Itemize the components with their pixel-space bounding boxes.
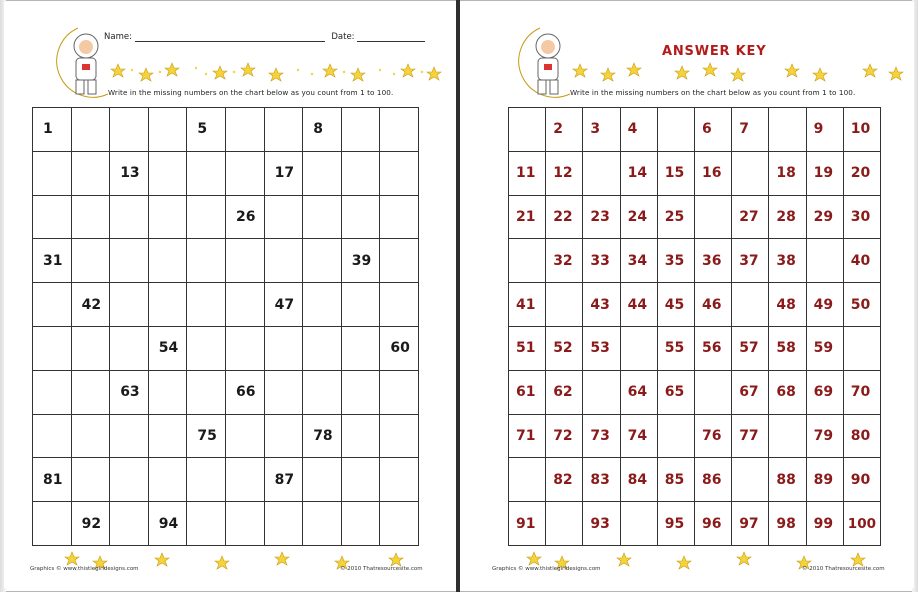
chart-cell[interactable] — [380, 371, 419, 415]
graphics-credit: Graphics © www.thistlegirldesigns.com — [492, 566, 601, 572]
chart-cell[interactable] — [149, 371, 188, 415]
chart-cell[interactable] — [342, 502, 381, 546]
date-field[interactable] — [357, 41, 425, 42]
chart-cell[interactable] — [265, 502, 304, 546]
chart-cell: 12 — [546, 152, 583, 196]
chart-cell: 49 — [807, 283, 844, 327]
chart-cell: 15 — [658, 152, 695, 196]
chart-cell[interactable] — [33, 283, 72, 327]
chart-cell: 5 — [187, 108, 226, 152]
chart-cell[interactable] — [303, 239, 342, 283]
chart-cell[interactable] — [33, 327, 72, 371]
chart-cell: 58 — [769, 327, 806, 371]
chart-cell — [583, 371, 620, 415]
chart-cell[interactable] — [110, 458, 149, 502]
chart-cell: 98 — [769, 502, 806, 546]
chart-cell: 28 — [769, 196, 806, 240]
chart-cell: 32 — [546, 239, 583, 283]
chart-cell: 9 — [807, 108, 844, 152]
chart-cell: 48 — [769, 283, 806, 327]
chart-cell[interactable] — [303, 327, 342, 371]
chart-cell: 8 — [303, 108, 342, 152]
moon-astronaut-icon — [510, 24, 572, 104]
chart-cell[interactable] — [303, 283, 342, 327]
chart-cell[interactable] — [33, 152, 72, 196]
chart-cell[interactable] — [380, 108, 419, 152]
chart-cell: 21 — [509, 196, 546, 240]
chart-cell: 41 — [509, 283, 546, 327]
chart-cell: 84 — [621, 458, 658, 502]
moon-astronaut-icon — [48, 24, 110, 104]
chart-cell[interactable] — [342, 283, 381, 327]
copyright: © 2010 Thatresourcesite.com — [340, 566, 423, 572]
chart-cell: 4 — [621, 108, 658, 152]
chart-cell[interactable] — [149, 239, 188, 283]
chart-cell[interactable] — [342, 108, 381, 152]
chart-cell: 2 — [546, 108, 583, 152]
chart-cell: 37 — [732, 239, 769, 283]
chart-cell[interactable] — [303, 458, 342, 502]
chart-cell[interactable] — [265, 108, 304, 152]
chart-cell[interactable] — [72, 196, 111, 240]
chart-cell: 54 — [149, 327, 188, 371]
chart-cell: 100 — [844, 502, 881, 546]
chart-cell: 62 — [546, 371, 583, 415]
chart-cell[interactable] — [149, 458, 188, 502]
chart-cell: 45 — [658, 283, 695, 327]
chart-cell — [695, 196, 732, 240]
chart-cell[interactable] — [342, 415, 381, 459]
chart-cell — [509, 239, 546, 283]
instruction-text: Write in the missing numbers on the chart below as you count from 1 to 100. — [108, 88, 394, 97]
chart-cell: 67 — [732, 371, 769, 415]
chart-cell: 81 — [33, 458, 72, 502]
chart-cell[interactable] — [110, 283, 149, 327]
chart-cell: 10 — [844, 108, 881, 152]
chart-cell: 19 — [807, 152, 844, 196]
chart-cell — [807, 239, 844, 283]
chart-cell[interactable] — [72, 327, 111, 371]
chart-cell — [695, 371, 732, 415]
chart-cell: 80 — [844, 415, 881, 459]
chart-cell — [769, 108, 806, 152]
chart-cell: 91 — [509, 502, 546, 546]
chart-cell: 75 — [187, 415, 226, 459]
worksheet-page — [4, 2, 452, 588]
chart-cell[interactable] — [342, 458, 381, 502]
chart-cell: 95 — [658, 502, 695, 546]
instruction-text: Write in the missing numbers on the chart below as you count from 1 to 100. — [570, 88, 856, 97]
chart-cell — [583, 152, 620, 196]
chart-cell: 70 — [844, 371, 881, 415]
chart-cell: 18 — [769, 152, 806, 196]
chart-cell[interactable] — [226, 458, 265, 502]
chart-cell: 73 — [583, 415, 620, 459]
graphics-credit: Graphics © www.thistlegirldesigns.com — [30, 566, 139, 572]
chart-cell[interactable] — [226, 152, 265, 196]
chart-cell: 42 — [72, 283, 111, 327]
chart-cell[interactable] — [265, 239, 304, 283]
chart-cell: 31 — [33, 239, 72, 283]
chart-cell: 11 — [509, 152, 546, 196]
chart-cell[interactable] — [110, 327, 149, 371]
chart-cell: 79 — [807, 415, 844, 459]
chart-cell[interactable] — [110, 415, 149, 459]
chart-cell — [509, 458, 546, 502]
chart-cell: 87 — [265, 458, 304, 502]
chart-cell: 65 — [658, 371, 695, 415]
chart-cell[interactable] — [342, 196, 381, 240]
chart-cell: 64 — [621, 371, 658, 415]
chart-cell: 82 — [546, 458, 583, 502]
chart-cell — [732, 458, 769, 502]
chart-cell: 40 — [844, 239, 881, 283]
name-date-line — [104, 32, 425, 42]
chart-cell[interactable] — [226, 283, 265, 327]
chart-cell[interactable] — [380, 239, 419, 283]
chart-cell: 56 — [695, 327, 732, 371]
date-label: Date: — [331, 32, 355, 42]
chart-cell[interactable] — [303, 152, 342, 196]
chart-cell: 17 — [265, 152, 304, 196]
chart-cell[interactable] — [110, 502, 149, 546]
chart-cell — [844, 327, 881, 371]
chart-cell: 16 — [695, 152, 732, 196]
chart-cell: 6 — [695, 108, 732, 152]
chart-cell: 88 — [769, 458, 806, 502]
chart-cell[interactable] — [33, 371, 72, 415]
chart-cell: 85 — [658, 458, 695, 502]
name-field[interactable] — [135, 41, 325, 42]
chart-cell: 53 — [583, 327, 620, 371]
chart-cell — [509, 108, 546, 152]
chart-cell: 93 — [583, 502, 620, 546]
chart-cell[interactable] — [226, 108, 265, 152]
chart-cell[interactable] — [33, 502, 72, 546]
chart-cell: 66 — [226, 371, 265, 415]
chart-cell[interactable] — [187, 152, 226, 196]
chart-cell: 44 — [621, 283, 658, 327]
chart-cell: 90 — [844, 458, 881, 502]
chart-cell: 7 — [732, 108, 769, 152]
chart-cell — [546, 502, 583, 546]
answer-key-page — [466, 2, 914, 588]
chart-cell: 50 — [844, 283, 881, 327]
chart-cell: 36 — [695, 239, 732, 283]
chart-cell: 23 — [583, 196, 620, 240]
chart-cell: 33 — [583, 239, 620, 283]
chart-cell — [621, 327, 658, 371]
chart-cell: 76 — [695, 415, 732, 459]
chart-cell[interactable] — [380, 502, 419, 546]
hundreds-chart-answer-key — [508, 107, 881, 546]
chart-cell[interactable] — [303, 196, 342, 240]
chart-cell[interactable] — [149, 108, 188, 152]
chart-cell: 26 — [226, 196, 265, 240]
chart-cell[interactable] — [187, 458, 226, 502]
star-border-icon — [108, 60, 446, 82]
chart-cell: 35 — [658, 239, 695, 283]
chart-cell: 39 — [342, 239, 381, 283]
chart-cell[interactable] — [342, 371, 381, 415]
chart-cell[interactable] — [226, 239, 265, 283]
chart-cell[interactable] — [380, 283, 419, 327]
chart-cell — [769, 415, 806, 459]
chart-cell: 52 — [546, 327, 583, 371]
chart-cell[interactable] — [187, 196, 226, 240]
chart-cell: 86 — [695, 458, 732, 502]
chart-cell[interactable] — [149, 283, 188, 327]
chart-cell: 94 — [149, 502, 188, 546]
chart-cell: 74 — [621, 415, 658, 459]
chart-cell[interactable] — [110, 196, 149, 240]
chart-cell[interactable] — [187, 327, 226, 371]
chart-cell[interactable] — [303, 502, 342, 546]
chart-cell: 55 — [658, 327, 695, 371]
chart-cell: 30 — [844, 196, 881, 240]
chart-cell[interactable] — [265, 415, 304, 459]
chart-cell — [621, 502, 658, 546]
chart-cell: 25 — [658, 196, 695, 240]
chart-cell: 47 — [265, 283, 304, 327]
chart-cell: 43 — [583, 283, 620, 327]
chart-cell: 99 — [807, 502, 844, 546]
star-border-icon — [570, 60, 908, 82]
chart-cell: 27 — [732, 196, 769, 240]
chart-cell: 38 — [769, 239, 806, 283]
chart-cell[interactable] — [72, 415, 111, 459]
chart-cell[interactable] — [226, 502, 265, 546]
chart-cell: 59 — [807, 327, 844, 371]
chart-cell: 51 — [509, 327, 546, 371]
chart-cell: 61 — [509, 371, 546, 415]
chart-cell[interactable] — [342, 327, 381, 371]
chart-cell[interactable] — [72, 152, 111, 196]
chart-cell[interactable] — [187, 502, 226, 546]
chart-cell[interactable] — [72, 108, 111, 152]
chart-cell[interactable] — [187, 283, 226, 327]
copyright: © 2010 Thatresourcesite.com — [802, 566, 885, 572]
page-divider — [456, 0, 460, 592]
chart-cell: 57 — [732, 327, 769, 371]
chart-cell[interactable] — [72, 239, 111, 283]
chart-cell: 60 — [380, 327, 419, 371]
chart-cell[interactable] — [226, 415, 265, 459]
chart-cell[interactable] — [380, 196, 419, 240]
chart-cell: 14 — [621, 152, 658, 196]
chart-cell: 24 — [621, 196, 658, 240]
chart-cell: 97 — [732, 502, 769, 546]
chart-cell[interactable] — [380, 415, 419, 459]
chart-cell: 92 — [72, 502, 111, 546]
chart-cell: 69 — [807, 371, 844, 415]
chart-cell[interactable] — [72, 371, 111, 415]
chart-cell — [546, 283, 583, 327]
chart-cell — [658, 415, 695, 459]
chart-cell: 78 — [303, 415, 342, 459]
chart-cell: 63 — [110, 371, 149, 415]
chart-cell[interactable] — [226, 327, 265, 371]
chart-cell: 1 — [33, 108, 72, 152]
chart-cell: 83 — [583, 458, 620, 502]
chart-cell[interactable] — [265, 327, 304, 371]
chart-cell[interactable] — [265, 196, 304, 240]
chart-cell[interactable] — [187, 239, 226, 283]
chart-cell[interactable] — [265, 371, 304, 415]
answer-key-title: ANSWER KEY — [662, 44, 767, 59]
chart-cell: 71 — [509, 415, 546, 459]
chart-cell: 72 — [546, 415, 583, 459]
chart-cell[interactable] — [149, 196, 188, 240]
chart-cell — [658, 108, 695, 152]
chart-cell: 77 — [732, 415, 769, 459]
chart-cell: 22 — [546, 196, 583, 240]
chart-cell[interactable] — [303, 371, 342, 415]
chart-cell[interactable] — [33, 415, 72, 459]
chart-cell: 20 — [844, 152, 881, 196]
chart-cell: 13 — [110, 152, 149, 196]
chart-cell: 96 — [695, 502, 732, 546]
chart-cell — [732, 283, 769, 327]
chart-cell[interactable] — [149, 152, 188, 196]
chart-cell: 34 — [621, 239, 658, 283]
chart-cell[interactable] — [187, 371, 226, 415]
chart-cell: 29 — [807, 196, 844, 240]
chart-cell[interactable] — [380, 152, 419, 196]
chart-cell[interactable] — [72, 458, 111, 502]
chart-cell: 3 — [583, 108, 620, 152]
chart-cell[interactable] — [342, 152, 381, 196]
name-label: Name: — [104, 32, 132, 42]
chart-cell[interactable] — [110, 239, 149, 283]
chart-cell — [732, 152, 769, 196]
hundreds-chart-worksheet — [32, 107, 419, 546]
chart-cell: 46 — [695, 283, 732, 327]
chart-cell: 68 — [769, 371, 806, 415]
chart-cell[interactable] — [33, 196, 72, 240]
chart-cell: 89 — [807, 458, 844, 502]
chart-cell[interactable] — [149, 415, 188, 459]
chart-cell[interactable] — [380, 458, 419, 502]
chart-cell[interactable] — [110, 108, 149, 152]
